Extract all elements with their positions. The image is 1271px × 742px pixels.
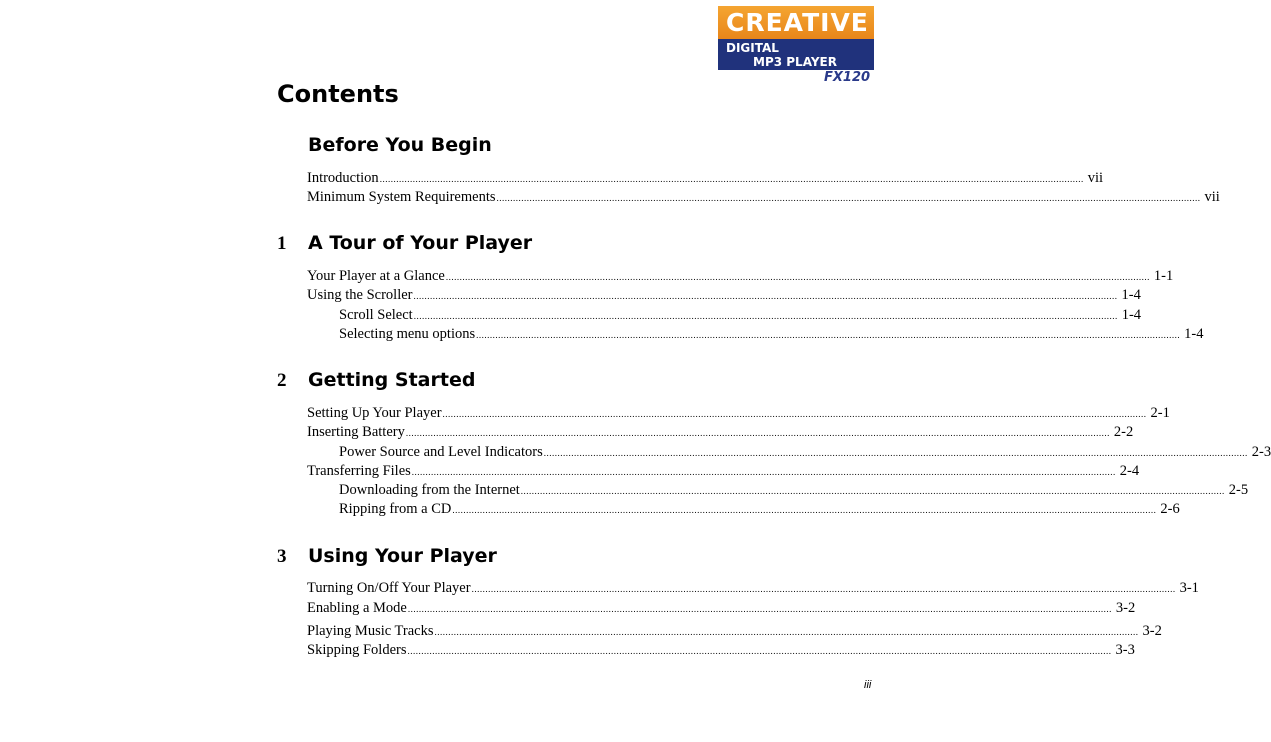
toc-subentry[interactable] (339, 444, 1271, 462)
toc-entry-text: Ripping from a CD (339, 501, 452, 517)
toc-entry[interactable] (307, 463, 1140, 481)
toc-entry-text: Playing Music Tracks (307, 623, 434, 639)
toc-entry-text: Enabling a Mode (307, 600, 407, 616)
toc-entry-page: 1-4 (1184, 326, 1204, 342)
toc-entry[interactable] (307, 268, 1174, 286)
toc-entry-page: 1-4 (1121, 287, 1141, 303)
toc-entry-text: Inserting Battery (307, 424, 405, 440)
toc-leader-dots: ................................................................................................................................................................................................................................................................ (407, 604, 1112, 614)
logo-product-band (718, 39, 874, 70)
toc-entry-text: Your Player at a Glance (307, 268, 445, 284)
toc-entry[interactable] (307, 600, 1136, 618)
toc-leader-dots: ................................................................................................................................................................................................................................................................ (476, 330, 1181, 340)
section-title-getting-started: Getting Started (308, 369, 476, 391)
logo-line-digital: DIGITAL (726, 41, 779, 55)
toc-entry-page: 1-1 (1153, 268, 1174, 284)
toc-entry-text: Skipping Folders (307, 642, 407, 658)
page-title: Contents (277, 80, 399, 108)
creative-logo (718, 6, 878, 86)
toc-leader-dots: ................................................................................................................................................................................................................................................................ (442, 409, 1147, 419)
toc-leader-dots: ................................................................................................................................................................................................................................................................ (520, 486, 1225, 496)
toc-entry-page: 3-3 (1115, 642, 1135, 658)
toc-entry-text: Setting Up Your Player (307, 405, 442, 421)
toc-leader-dots: ................................................................................................................................................................................................................................................................ (543, 448, 1248, 458)
toc-entry[interactable] (307, 580, 1199, 598)
toc-entry-text: Selecting menu options (339, 326, 476, 342)
logo-model: FX120 (824, 70, 871, 85)
toc-leader-dots: ................................................................................................................................................................................................................................................................ (496, 193, 1201, 203)
toc-entry-page: 2-1 (1150, 405, 1170, 421)
toc-leader-dots: ................................................................................................................................................................................................................................................................ (413, 311, 1118, 321)
logo-brand: CREATIVE (718, 6, 874, 39)
toc-subentry[interactable] (339, 482, 1249, 500)
toc-leader-dots: ................................................................................................................................................................................................................................................................ (379, 174, 1084, 184)
toc-entry-page: 2-2 (1113, 424, 1134, 440)
toc-entry-page: 3-2 (1115, 600, 1136, 616)
toc-entry[interactable] (307, 405, 1170, 423)
toc-leader-dots: ................................................................................................................................................................................................................................................................ (407, 646, 1112, 656)
toc-entry-text: Turning On/Off Your Player (307, 580, 471, 596)
toc-entry-page: vii (1204, 189, 1220, 205)
toc-entry-page: 2-4 (1119, 463, 1140, 479)
toc-entry[interactable] (307, 287, 1141, 305)
toc-entry-page: 2-5 (1228, 482, 1249, 498)
toc-entry-page: 3-2 (1142, 623, 1162, 639)
toc-entry-page: 2-3 (1251, 444, 1271, 460)
toc-leader-dots: ................................................................................................................................................................................................................................................................ (405, 428, 1110, 438)
toc-entry-text: Using the Scroller (307, 287, 413, 303)
toc-subentry[interactable] (339, 307, 1142, 325)
toc-entry-text: Downloading from the Internet (339, 482, 520, 498)
toc-entry-text: Power Source and Level Indicators (339, 444, 543, 460)
toc-entry-page: 1-4 (1121, 307, 1142, 323)
toc-leader-dots: ................................................................................................................................................................................................................................................................ (452, 505, 1157, 515)
toc-entry[interactable] (307, 642, 1135, 660)
toc-entry-text: Minimum System Requirements (307, 189, 496, 205)
toc-entry-text: Introduction (307, 170, 379, 186)
toc-leader-dots: ................................................................................................................................................................................................................................................................ (471, 584, 1176, 594)
toc-leader-dots: ................................................................................................................................................................................................................................................................ (445, 272, 1150, 282)
toc-leader-dots: ................................................................................................................................................................................................................................................................ (434, 627, 1139, 637)
section-title-using-your-player: Using Your Player (308, 545, 497, 567)
toc-entry-page: 2-6 (1160, 501, 1180, 517)
section-number-3: 3 (277, 546, 287, 567)
section-title-tour: A Tour of Your Player (308, 232, 533, 254)
toc-entry-text: Scroll Select (339, 307, 413, 323)
toc-entry[interactable] (307, 189, 1220, 207)
toc-entry[interactable] (307, 424, 1134, 442)
toc-entry-page: vii (1087, 170, 1103, 186)
toc-entry-text: Transferring Files (307, 463, 411, 479)
toc-subentry[interactable] (339, 326, 1204, 344)
toc-subentry[interactable] (339, 501, 1180, 519)
toc-entry-page: 3-1 (1179, 580, 1199, 596)
section-number-1: 1 (277, 233, 287, 254)
section-title-before-you-begin: Before You Begin (308, 134, 492, 156)
page-number: iii (864, 679, 872, 691)
toc-leader-dots: ................................................................................................................................................................................................................................................................ (411, 467, 1116, 477)
toc-entry[interactable] (307, 623, 1162, 641)
logo-line-mp3-player: MP3 PLAYER (753, 55, 837, 69)
toc-leader-dots: ................................................................................................................................................................................................................................................................ (413, 291, 1118, 301)
toc-entry[interactable] (307, 170, 1103, 188)
section-number-2: 2 (277, 370, 287, 391)
